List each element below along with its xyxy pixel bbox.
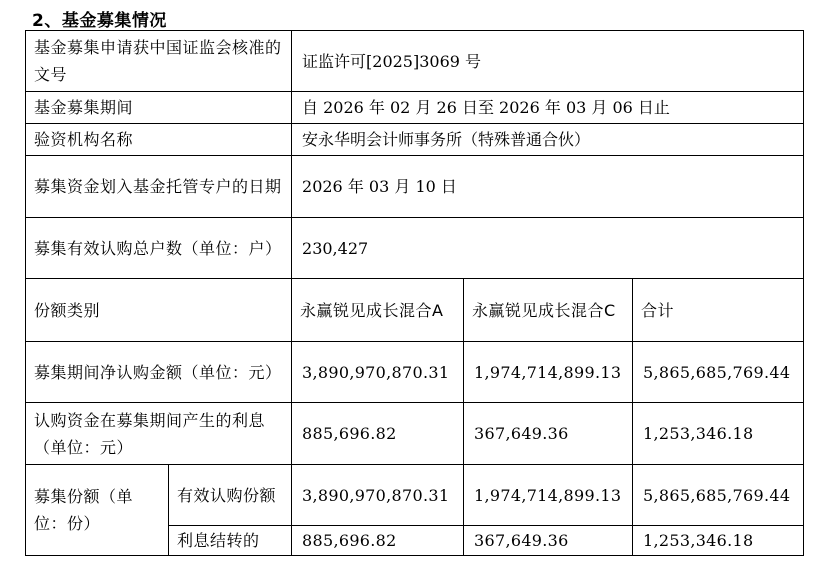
transfer-date-value: 2026 年 03 月 10 日 [292, 156, 804, 218]
section-title: 2、基金募集情况 [32, 11, 167, 31]
effective-shares-a: 3,890,970,870.31 [292, 465, 464, 526]
accounts-value: 230,427 [292, 218, 804, 279]
auditor-row [26, 124, 804, 156]
share-class-row [26, 279, 804, 342]
net-subscription-total: 5,865,685,769.44 [633, 342, 804, 403]
approval-value: 证监许可[2025]3069 号 [292, 31, 804, 92]
period-value: 自 2026 年 02 月 26 日至 2026 年 03 月 06 日止 [292, 92, 804, 124]
auditor-label: 验资机构名称 [26, 124, 292, 156]
net-subscription-a: 3,890,970,870.31 [292, 342, 464, 403]
accounts-label: 募集有效认购总户数（单位：户） [26, 218, 292, 279]
net-subscription-c: 1,974,714,899.13 [464, 342, 633, 403]
effective-shares-total: 5,865,685,769.44 [633, 465, 804, 526]
period-label: 基金募集期间 [26, 92, 292, 124]
net-subscription-row [26, 342, 804, 403]
transfer-date-row [26, 156, 804, 218]
interest-shares-c: 367,649.36 [464, 526, 633, 556]
shares-label: 募集份额（单位：份） [26, 465, 169, 556]
effective-shares-row [26, 465, 804, 526]
interest-row [26, 403, 804, 465]
net-subscription-label: 募集期间净认购金额（单位：元） [26, 342, 292, 403]
class-c-header: 永赢锐见成长混合C [464, 279, 633, 342]
interest-label: 认购资金在募集期间产生的利息（单位：元） [26, 403, 292, 465]
interest-shares-a: 885,696.82 [292, 526, 464, 556]
class-a-header: 永赢锐见成长混合A [292, 279, 464, 342]
interest-total: 1,253,346.18 [633, 403, 804, 465]
fund-raising-table [25, 30, 804, 556]
transfer-date-label: 募集资金划入基金托管专户的日期 [26, 156, 292, 218]
share-class-label: 份额类别 [26, 279, 292, 342]
effective-shares-c: 1,974,714,899.13 [464, 465, 633, 526]
approval-row [26, 31, 804, 92]
interest-shares-total: 1,253,346.18 [633, 526, 804, 556]
interest-c: 367,649.36 [464, 403, 633, 465]
interest-a: 885,696.82 [292, 403, 464, 465]
accounts-row [26, 218, 804, 279]
total-header: 合计 [633, 279, 804, 342]
interest-shares-label: 利息结转的 [169, 526, 292, 556]
auditor-value: 安永华明会计师事务所（特殊普通合伙） [292, 124, 804, 156]
period-row [26, 92, 804, 124]
approval-label: 基金募集申请获中国证监会核准的文号 [26, 31, 292, 92]
effective-shares-label: 有效认购份额 [169, 465, 292, 526]
